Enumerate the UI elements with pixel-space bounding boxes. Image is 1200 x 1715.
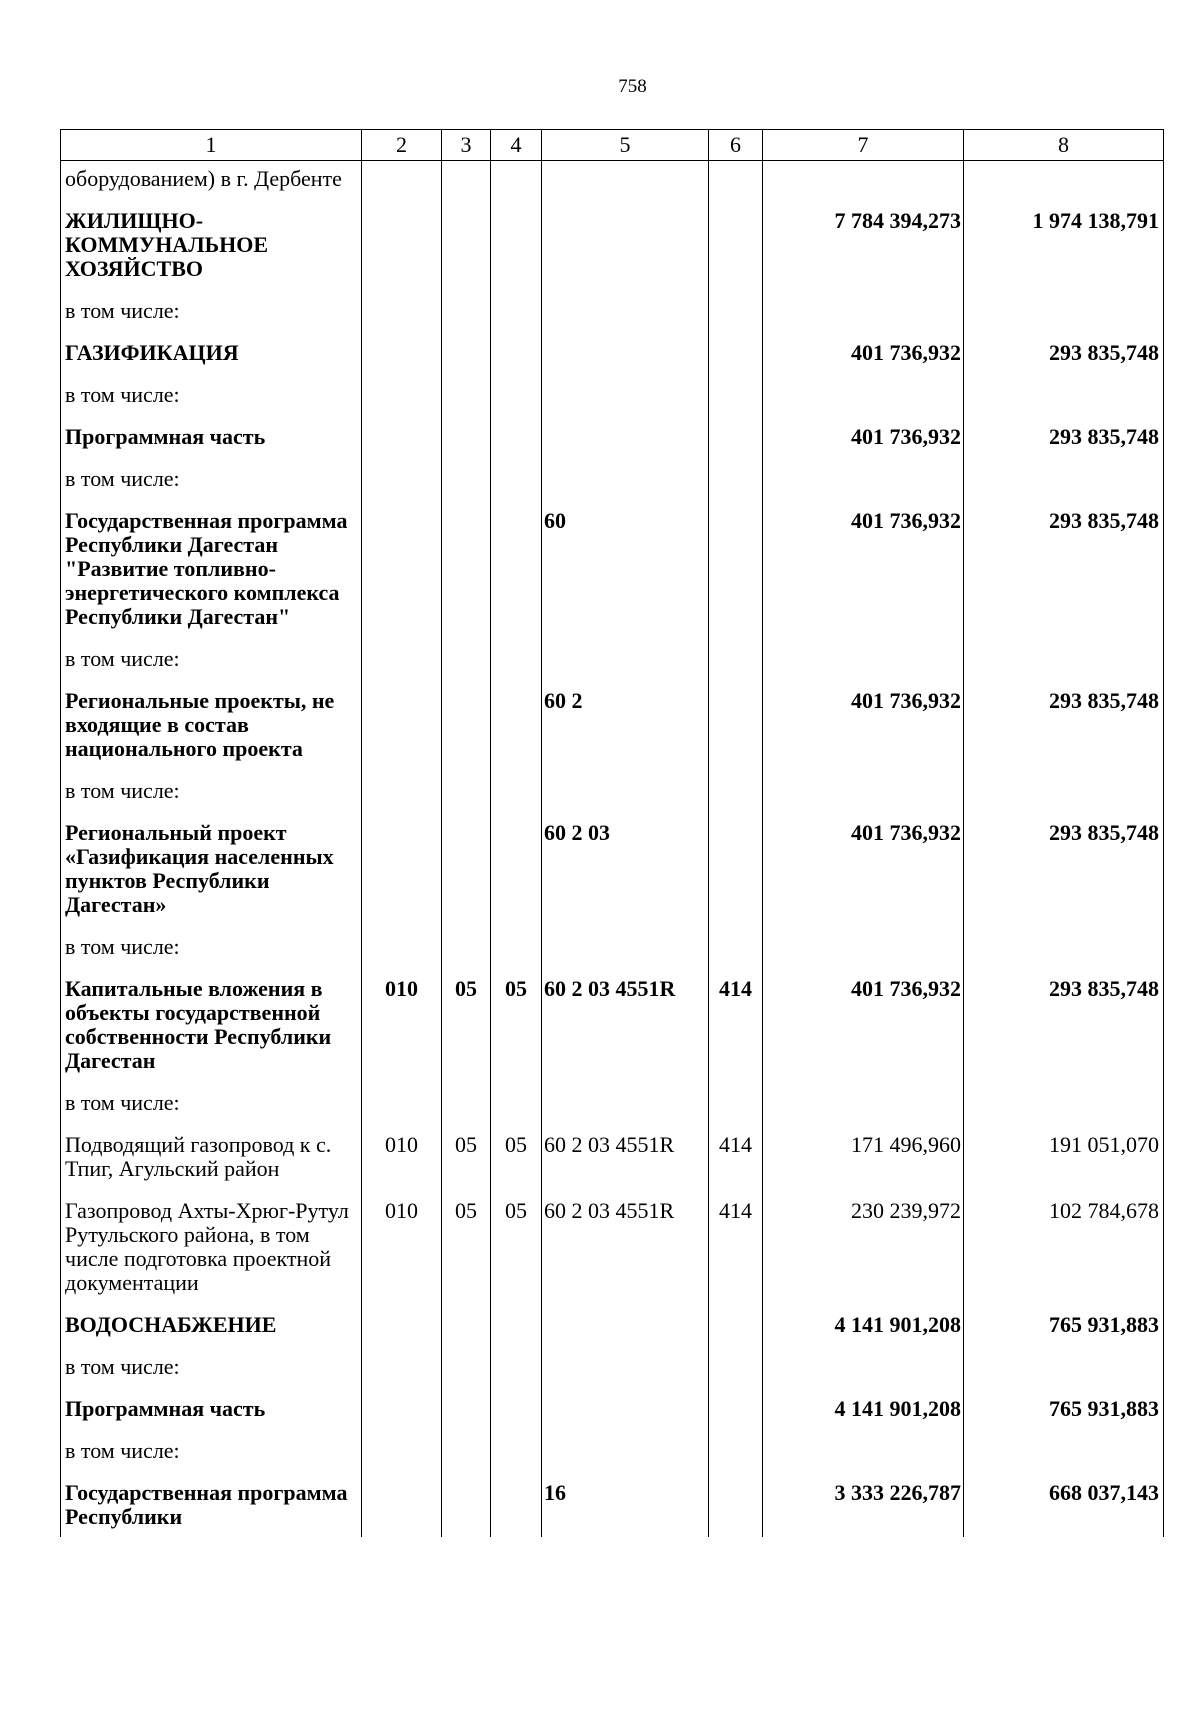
code-4-cell [491,161,542,209]
amount-7-cell [763,298,964,340]
table-row [61,208,1164,298]
code-4-cell [491,298,542,340]
amount-7-cell: 401 736,932 [763,976,964,1090]
code-3-cell [442,298,491,340]
code-4-cell [491,1312,542,1354]
code-2-cell [362,934,442,976]
code-6-cell [709,646,763,688]
code-2-cell: 010 [362,1198,442,1312]
code-3-cell [442,208,491,298]
table-row [61,424,1164,466]
name-cell: ВОДОСНАБЖЕНИЕ [61,1312,362,1354]
code-4-cell [491,508,542,646]
code-6-cell [709,1396,763,1438]
code-3-cell [442,1354,491,1396]
table-row [61,688,1164,778]
name-cell: Капитальные вложения в объекты государственной собственности Республики Дагестан [61,976,362,1090]
name-cell: ГАЗИФИКАЦИЯ [61,340,362,382]
code-3-cell [442,1396,491,1438]
code-4-cell [491,1354,542,1396]
code-6-cell [709,508,763,646]
name-cell: Газопровод Ахты-Хрюг-Рутул Рутульского района, в том числе подготовка проектной документации [61,1198,362,1312]
code-3-cell [442,508,491,646]
code-3-cell: 05 [442,1198,491,1312]
amount-7-cell: 4 141 901,208 [763,1312,964,1354]
code-4-cell [491,778,542,820]
table-row [61,466,1164,508]
amount-8-cell: 765 931,883 [964,1312,1164,1354]
amount-8-cell [964,1438,1164,1480]
program-code-cell [542,466,709,508]
table-row [61,340,1164,382]
code-3-cell: 05 [442,976,491,1090]
amount-8-cell: 668 037,143 [964,1480,1164,1537]
table-row [61,1396,1164,1438]
name-cell: ЖИЛИЩНО-КОММУНАЛЬНОЕ ХОЗЯЙСТВО [61,208,362,298]
program-code-cell: 60 2 03 4551R [542,976,709,1090]
amount-8-cell: 293 835,748 [964,508,1164,646]
code-2-cell [362,778,442,820]
program-code-cell [542,1312,709,1354]
code-4-cell [491,646,542,688]
code-2-cell [362,1312,442,1354]
amount-7-cell: 401 736,932 [763,508,964,646]
code-6-cell [709,1438,763,1480]
code-3-cell [442,1480,491,1537]
program-code-cell [542,161,709,209]
program-code-cell [542,1396,709,1438]
code-2-cell [362,161,442,209]
amount-8-cell [964,778,1164,820]
code-6-cell [709,424,763,466]
table-row [61,1354,1164,1396]
table-row [61,382,1164,424]
amount-7-cell: 401 736,932 [763,688,964,778]
code-2-cell [362,646,442,688]
table-row [61,1438,1164,1480]
code-6-cell [709,1480,763,1537]
code-6-cell [709,208,763,298]
column-header: 5 [542,130,709,161]
column-header: 4 [491,130,542,161]
name-cell: в том числе: [61,1438,362,1480]
code-2-cell [362,1480,442,1537]
code-6-cell [709,820,763,934]
code-2-cell [362,820,442,934]
code-3-cell [442,1090,491,1132]
table-row [61,976,1164,1090]
code-2-cell [362,466,442,508]
name-cell: в том числе: [61,778,362,820]
page-number: 758 [618,76,647,97]
amount-7-cell [763,161,964,209]
program-code-cell: 60 2 03 [542,820,709,934]
code-4-cell [491,934,542,976]
code-4-cell [491,1480,542,1537]
amount-7-cell: 401 736,932 [763,340,964,382]
name-cell: Государственная программа Республики [61,1480,362,1537]
amount-8-cell [964,161,1164,209]
name-cell: в том числе: [61,298,362,340]
name-cell: оборудованием) в г. Дербенте [61,161,362,209]
code-6-cell [709,466,763,508]
amount-8-cell: 191 051,070 [964,1132,1164,1198]
code-3-cell [442,934,491,976]
program-code-cell [542,1438,709,1480]
amount-7-cell: 171 496,960 [763,1132,964,1198]
amount-7-cell [763,778,964,820]
amount-8-cell: 765 931,883 [964,1396,1164,1438]
column-header: 3 [442,130,491,161]
program-code-cell [542,298,709,340]
code-3-cell [442,820,491,934]
column-header: 7 [763,130,964,161]
code-6-cell [709,1090,763,1132]
code-3-cell [442,466,491,508]
table-row [61,298,1164,340]
program-code-cell [542,382,709,424]
amount-8-cell [964,1354,1164,1396]
program-code-cell [542,1354,709,1396]
budget-table [60,129,1164,1537]
code-4-cell [491,820,542,934]
table-header [61,130,1164,161]
amount-7-cell: 3 333 226,787 [763,1480,964,1537]
table-row [61,161,1164,209]
amount-8-cell: 293 835,748 [964,976,1164,1090]
code-3-cell [442,161,491,209]
column-header: 6 [709,130,763,161]
code-2-cell: 010 [362,1132,442,1198]
code-6-cell [709,298,763,340]
table-body [61,161,1164,1538]
name-cell: в том числе: [61,1090,362,1132]
code-2-cell [362,508,442,646]
code-2-cell [362,1438,442,1480]
code-4-cell [491,340,542,382]
code-3-cell [442,382,491,424]
table-row [61,508,1164,646]
column-header: 2 [362,130,442,161]
name-cell: Региональные проекты, не входящие в состав национального проекта [61,688,362,778]
table-row [61,1132,1164,1198]
program-code-cell: 60 2 [542,688,709,778]
code-4-cell: 05 [491,1132,542,1198]
column-header: 1 [61,130,362,161]
table-row [61,934,1164,976]
amount-8-cell: 102 784,678 [964,1198,1164,1312]
amount-7-cell [763,646,964,688]
name-cell: в том числе: [61,466,362,508]
program-code-cell [542,340,709,382]
amount-7-cell [763,382,964,424]
name-cell: Подводящий газопровод к с. Тпиг, Агульский район [61,1132,362,1198]
code-4-cell [491,688,542,778]
amount-7-cell [763,1354,964,1396]
code-3-cell: 05 [442,1132,491,1198]
name-cell: Государственная программа Республики Дагестан "Развитие топливно-энергетического комплекса Республики Дагестан" [61,508,362,646]
code-6-cell [709,934,763,976]
amount-8-cell: 293 835,748 [964,688,1164,778]
program-code-cell [542,424,709,466]
table-row [61,778,1164,820]
amount-8-cell [964,934,1164,976]
amount-8-cell: 1 974 138,791 [964,208,1164,298]
code-2-cell: 010 [362,976,442,1090]
code-6-cell [709,1354,763,1396]
amount-8-cell: 293 835,748 [964,820,1164,934]
name-cell: в том числе: [61,646,362,688]
program-code-cell [542,778,709,820]
table-row [61,1198,1164,1312]
code-4-cell [491,466,542,508]
code-2-cell [362,424,442,466]
code-3-cell [442,688,491,778]
amount-7-cell [763,1438,964,1480]
table-row [61,1312,1164,1354]
amount-8-cell: 293 835,748 [964,340,1164,382]
code-3-cell [442,1312,491,1354]
code-6-cell [709,778,763,820]
program-code-cell: 60 [542,508,709,646]
code-2-cell [362,208,442,298]
program-code-cell: 60 2 03 4551R [542,1198,709,1312]
program-code-cell [542,1090,709,1132]
code-2-cell [362,1090,442,1132]
name-cell: в том числе: [61,382,362,424]
code-2-cell [362,382,442,424]
amount-7-cell: 401 736,932 [763,424,964,466]
table-row [61,1090,1164,1132]
amount-7-cell: 230 239,972 [763,1198,964,1312]
amount-7-cell: 4 141 901,208 [763,1396,964,1438]
code-4-cell [491,208,542,298]
table-row [61,820,1164,934]
code-4-cell: 05 [491,976,542,1090]
amount-7-cell [763,934,964,976]
code-4-cell [491,1090,542,1132]
code-6-cell: 414 [709,1132,763,1198]
code-6-cell [709,161,763,209]
code-3-cell [442,340,491,382]
name-cell: Программная часть [61,424,362,466]
code-6-cell [709,340,763,382]
amount-8-cell [964,646,1164,688]
amount-7-cell [763,1090,964,1132]
amount-8-cell: 293 835,748 [964,424,1164,466]
name-cell: в том числе: [61,934,362,976]
amount-8-cell [964,466,1164,508]
code-2-cell [362,298,442,340]
code-3-cell [442,778,491,820]
code-2-cell [362,688,442,778]
program-code-cell [542,208,709,298]
code-2-cell [362,1396,442,1438]
code-2-cell [362,1354,442,1396]
code-6-cell: 414 [709,976,763,1090]
name-cell: Региональный проект «Газификация населенных пунктов Республики Дагестан» [61,820,362,934]
amount-7-cell: 401 736,932 [763,820,964,934]
code-4-cell [491,382,542,424]
code-6-cell [709,382,763,424]
program-code-cell [542,934,709,976]
code-4-cell [491,1396,542,1438]
code-4-cell: 05 [491,1198,542,1312]
code-6-cell [709,1312,763,1354]
program-code-cell [542,646,709,688]
code-6-cell [709,688,763,778]
code-4-cell [491,1438,542,1480]
program-code-cell: 16 [542,1480,709,1537]
header-row [61,130,1164,161]
amount-8-cell [964,382,1164,424]
code-3-cell [442,646,491,688]
name-cell: в том числе: [61,1354,362,1396]
amount-8-cell [964,1090,1164,1132]
code-2-cell [362,340,442,382]
code-3-cell [442,1438,491,1480]
code-4-cell [491,424,542,466]
code-3-cell [442,424,491,466]
program-code-cell: 60 2 03 4551R [542,1132,709,1198]
amount-8-cell [964,298,1164,340]
amount-7-cell: 7 784 394,273 [763,208,964,298]
name-cell: Программная часть [61,1396,362,1438]
table-row [61,646,1164,688]
amount-7-cell [763,466,964,508]
table-row [61,1480,1164,1537]
code-6-cell: 414 [709,1198,763,1312]
column-header: 8 [964,130,1164,161]
